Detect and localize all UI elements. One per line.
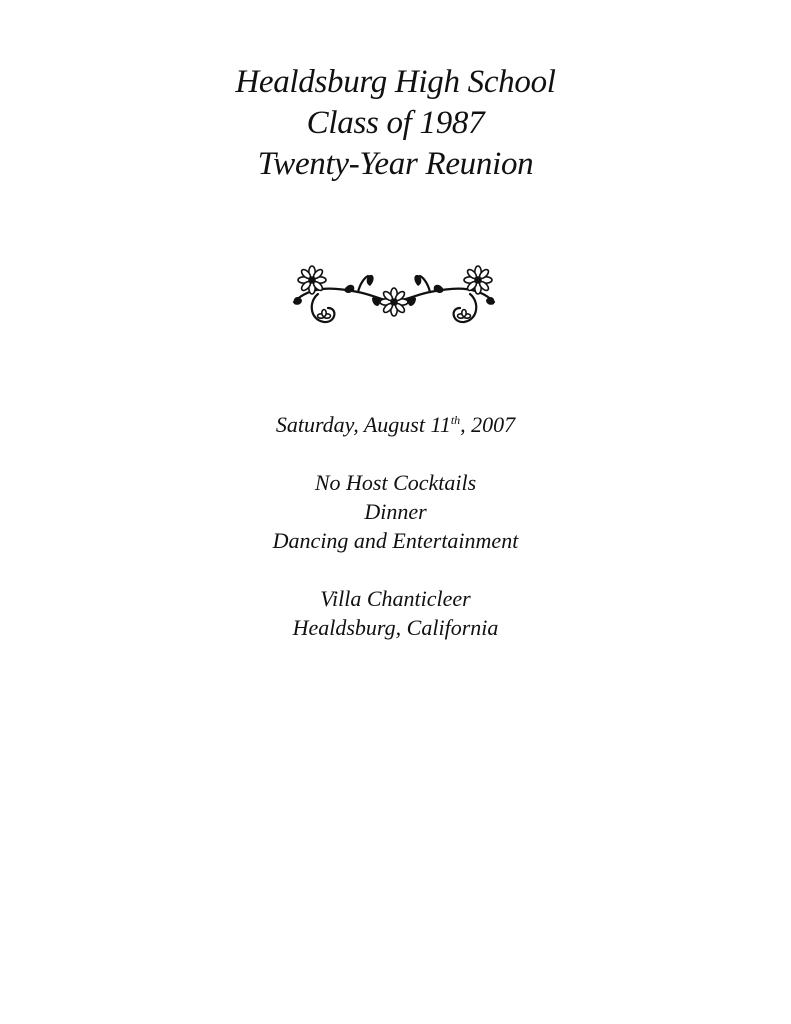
- event-name: Twenty-Year Reunion: [257, 146, 534, 182]
- floral-vine-divider-icon: [288, 262, 500, 334]
- spacer: [0, 555, 791, 584]
- spacer: [0, 439, 791, 468]
- invitation-title: [0, 62, 791, 185]
- program-item-cocktails: No Host Cocktails: [314, 470, 477, 495]
- event-date: [0, 410, 791, 439]
- event-date-year: , 2007: [460, 412, 516, 437]
- program-item-dinner: Dinner: [364, 499, 427, 524]
- venue-name: Villa Chanticleer: [320, 586, 471, 611]
- event-details: [0, 410, 791, 642]
- school-name: Healdsburg High School: [235, 64, 556, 100]
- program-item-dancing: Dancing and Entertainment: [272, 528, 519, 553]
- venue-location: Healdsburg, California: [292, 615, 499, 640]
- event-date-ordinal: th: [450, 413, 461, 427]
- event-date-day: Saturday, August 11: [275, 412, 451, 437]
- class-year: Class of 1987: [306, 105, 485, 141]
